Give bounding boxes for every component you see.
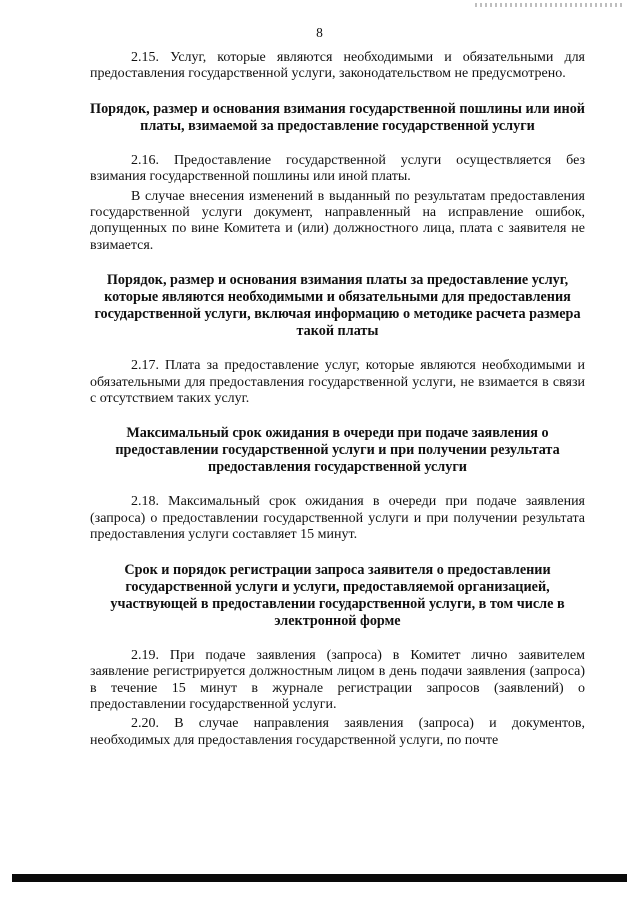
paragraph-2-19: 2.19. При подаче заявления (запроса) в Комитет лично заявителем заявление регистрируется должностным лицом в день подачи заявления (запроса) в течение 15 минут в журнале регистрации запросов (заявлений) о предоставлении государственной услуги. <box>90 647 585 712</box>
section-heading-queue-time: Максимальный срок ожидания в очереди при подаче заявления о предоставлении государственной услуги и при получении результата предоставления государственной услуги <box>115 425 560 476</box>
paragraph-2-17: 2.17. Плата за предоставление услуг, которые являются необходимыми и обязательными для предоставления государственной услуги, не взимается в связи с отсутствием таких услуг. <box>90 358 585 407</box>
paragraph-2-18: 2.18. Максимальный срок ожидания в очереди при подаче заявления (запроса) о предоставлении государственной услуги и при получении результата предоставления услуги составляет 15 минут. <box>90 494 585 543</box>
page-number: 8 <box>316 25 323 40</box>
paragraph-2-16: 2.16. Предоставление государственной услуги осуществляется без взимания государственной пошлины или иной платы. <box>90 152 585 185</box>
document-body <box>90 50 585 749</box>
section-heading-registration: Срок и порядок регистрации запроса заявителя о предоставлении государственной услуги и услуги, предоставляемой организацией, участвующей в предоставлении государственной услуги, в том числе в электронной форме <box>110 561 565 629</box>
scan-artifact <box>475 3 625 7</box>
paragraph-2-15: 2.15. Услуг, которые являются необходимыми и обязательными для предоставления государственной услуги, законодательством не предусмотрено. <box>90 50 585 82</box>
section-heading-state-fee: Порядок, размер и основания взимания государственной пошлины или иной платы, взимаемой за предоставление государственной услуги <box>90 100 585 134</box>
paragraph-corrections: В случае внесения изменений в выданный по результатам предоставления государственной услуги документ, направленный на исправление ошибок, допущенных по вине Комитета и (или) должностного лица, плата с заявителя не взимается. <box>90 188 585 253</box>
section-heading-service-fee: Порядок, размер и основания взимания платы за предоставление услуг, которые являются необходимыми и обязательными для предоставления государственной услуги, включая информацию о методике расчета размера такой платы <box>94 272 581 340</box>
scan-bottom-border <box>12 874 627 882</box>
paragraph-2-20: 2.20. В случае направления заявления (запроса) и документов, необходимых для предоставления государственной услуги, по почте <box>90 716 585 748</box>
